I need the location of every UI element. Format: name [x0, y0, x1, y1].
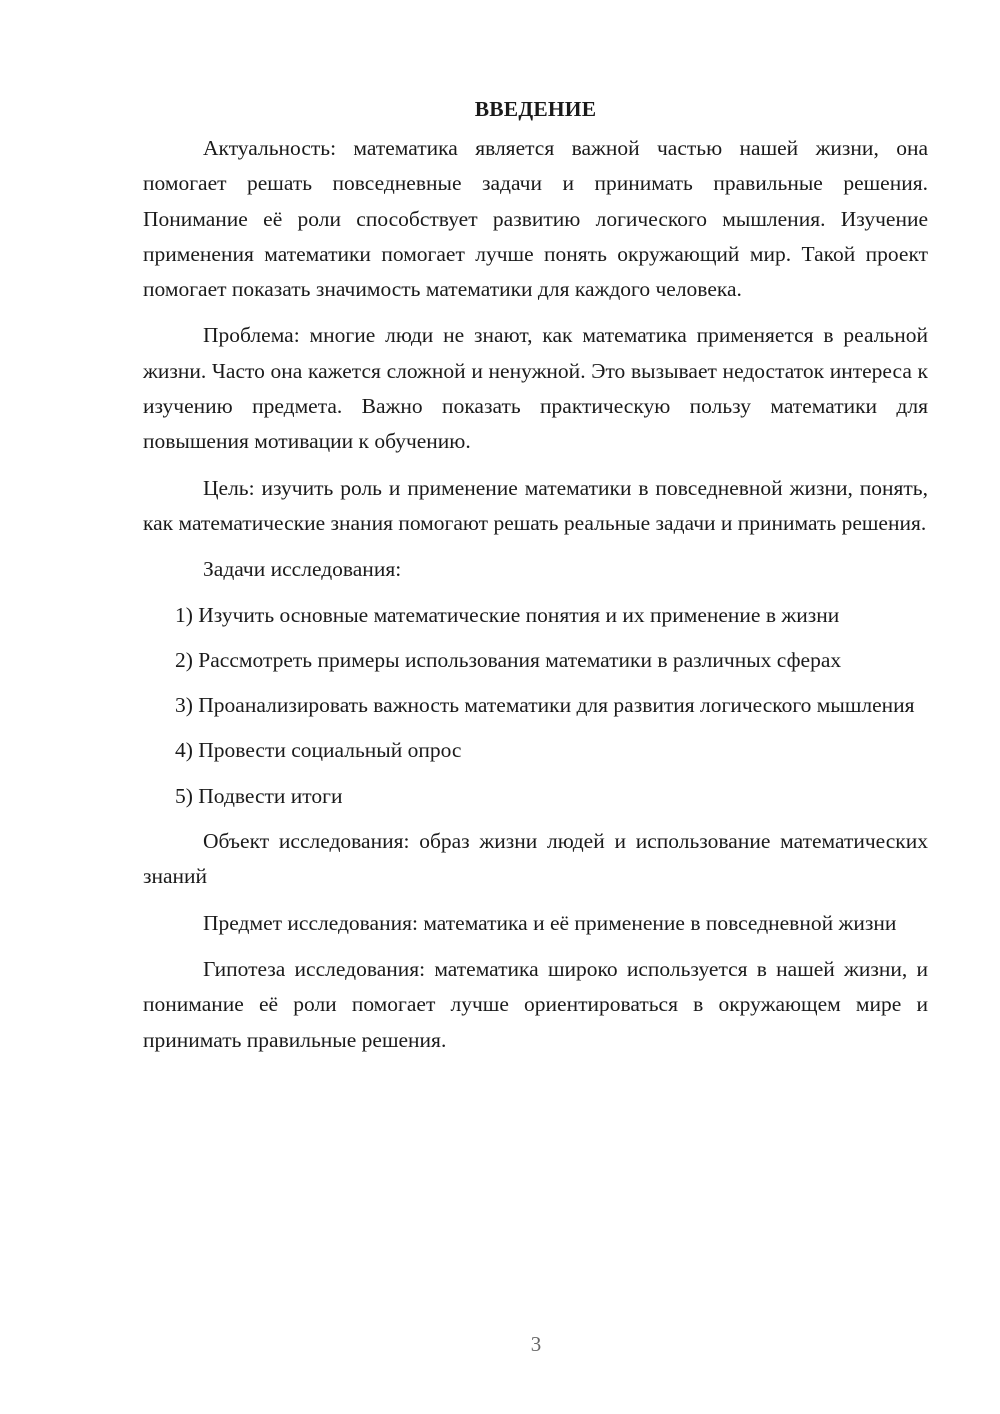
list-item: 3) Проанализировать важность математики для развития логического мышления: [175, 693, 915, 718]
document-page: [143, 92, 928, 1058]
tasks-heading: Задачи исследования:: [203, 557, 402, 582]
tasks-list: [143, 598, 928, 814]
page-number: 3: [530, 1332, 542, 1356]
paragraph-object: Объект исследования: образ жизни людей и использование математических знаний: [143, 829, 928, 889]
list-item: 5) Подвести итоги: [175, 783, 343, 808]
list-item: 1) Изучить основные математические понятия и их применение в жизни: [175, 602, 840, 627]
paragraph-problem: Проблема: многие люди не знают, как математика применяется в реальной жизни. Часто она кажется сложной и ненужной. Это вызывает недостаток интереса к изучению предмета. Важно показать практическую пользу математики для повышения мотивации к обучению.: [143, 323, 928, 454]
paragraph-goal: Цель: изучить роль и применение математики в повседневной жизни, понять, как математические знания помогают решать реальные задачи и принимать решения.: [143, 475, 928, 535]
paragraph-relevance: Актуальность: математика является важной частью нашей жизни, она помогает решать повседневные задачи и принимать правильные решения. Понимание её роли способствует развитию логического мышления. Изучение применения математики помогает лучше понять окружающий мир. Такой проект помогает показать значимость математики для каждого человека.: [143, 136, 928, 302]
paragraph-subject: Предмет исследования: математика и её применение в повседневной жизни: [203, 910, 897, 935]
page-title: ВВЕДЕНИЕ: [474, 97, 597, 121]
list-item: 2) Рассмотреть примеры использования математики в различных сферах: [175, 647, 842, 672]
list-item: 4) Провести социальный опрос: [175, 738, 462, 763]
paragraph-hypothesis: Гипотеза исследования: математика широко используется в нашей жизни, и понимание её роли помогает лучше ориентироваться в окружающем мире и принимать правильные решения.: [143, 956, 928, 1052]
